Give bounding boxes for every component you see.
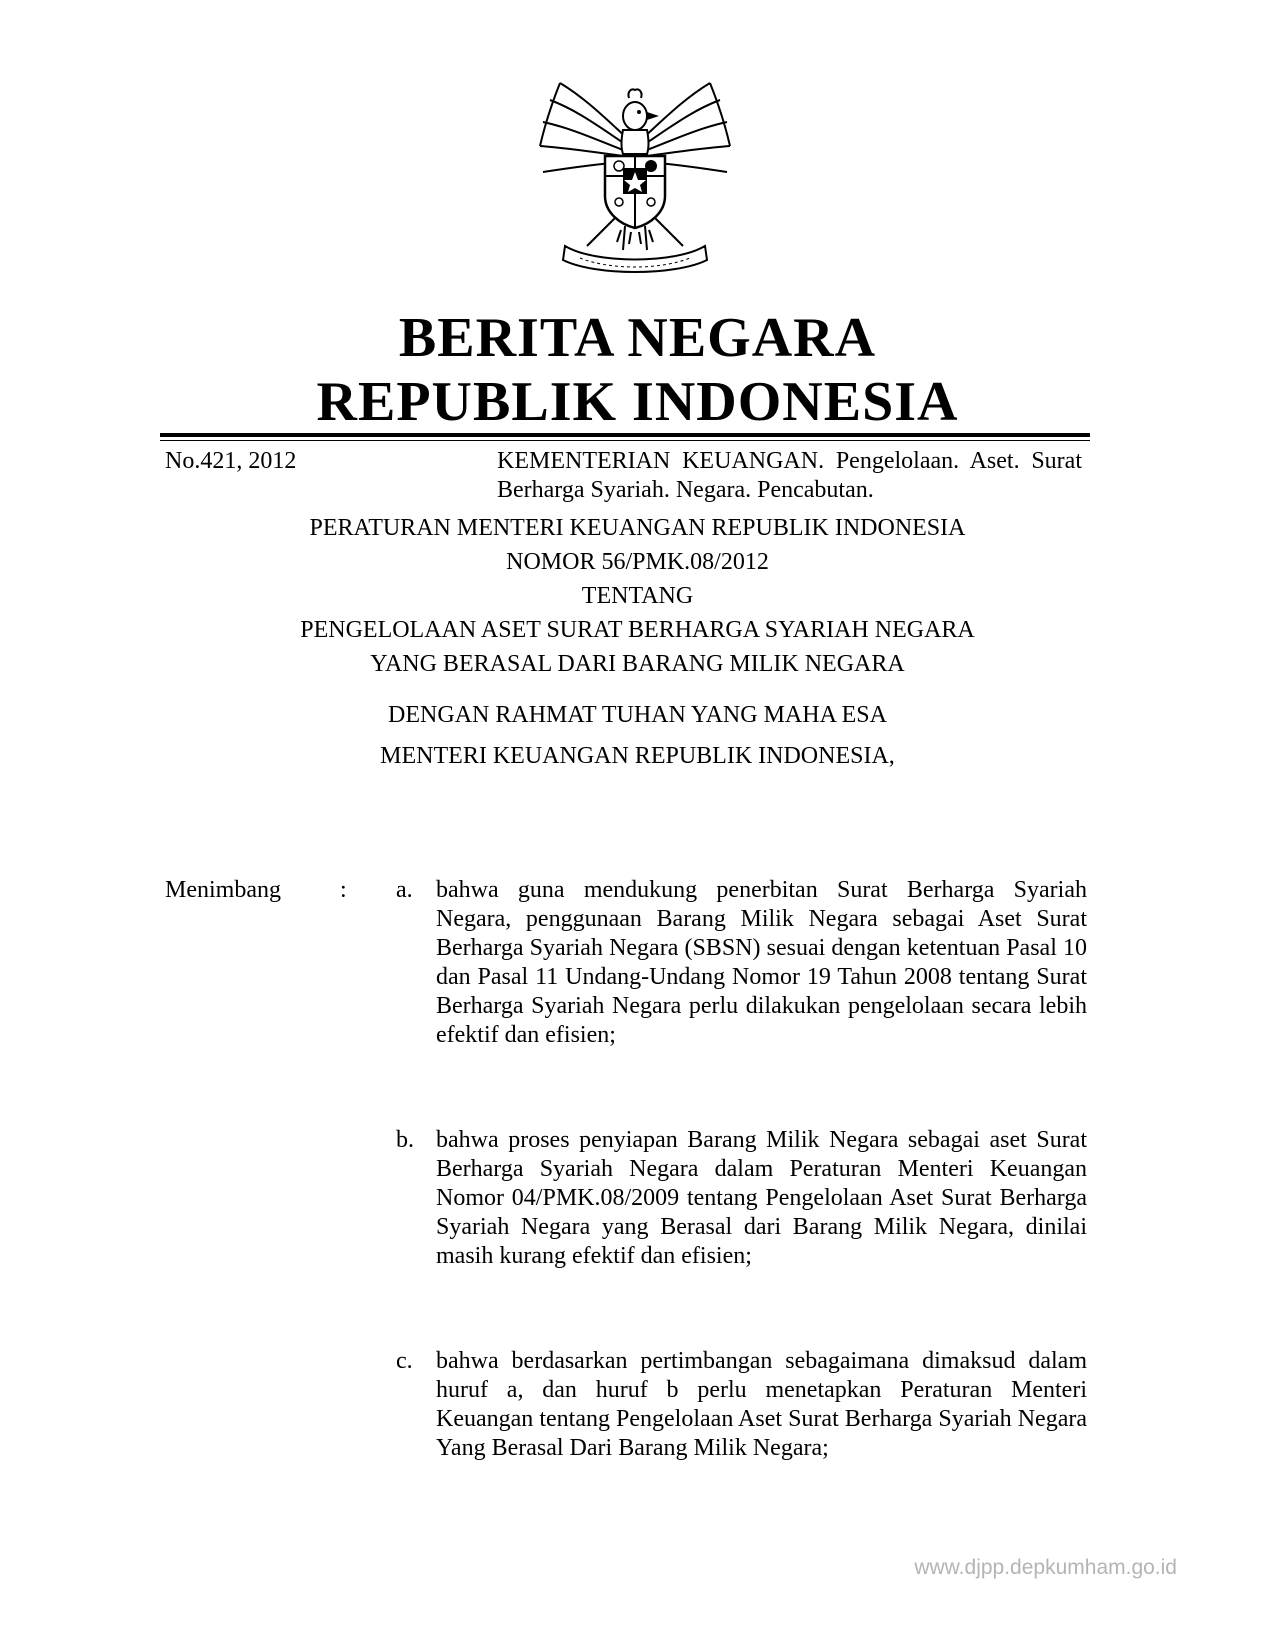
regulation-authority: MENTERI KEUANGAN REPUBLIK INDONESIA, xyxy=(380,743,895,769)
issue-subject: KEMENTERIAN KEUANGAN. Pengelolaan. Aset. Surat Berharga Syariah. Negara. Pencabutan. xyxy=(497,448,1082,503)
considerations-label: Menimbang xyxy=(165,877,281,903)
regulation-about-label: TENTANG xyxy=(581,583,694,609)
masthead-line-1: BERITA NEGARA xyxy=(398,307,877,369)
source-watermark-link[interactable]: www.djpp.depkumham.go.id xyxy=(914,1556,1177,1579)
regulation-invocation: DENGAN RAHMAT TUHAN YANG MAHA ESA xyxy=(388,702,887,728)
garuda-emblem xyxy=(535,78,735,278)
masthead-line-2: REPUBLIK INDONESIA xyxy=(316,371,959,433)
regulation-subject-line-2: YANG BERASAL DARI BARANG MILIK NEGARA xyxy=(370,651,905,677)
header-rule-thick xyxy=(160,433,1090,437)
header-rule-thin xyxy=(160,440,1090,441)
item-letter: b. xyxy=(396,1127,414,1153)
regulation-subject-line-1: PENGELOLAAN ASET SURAT BERHARGA SYARIAH NEGARA xyxy=(300,617,975,643)
item-letter: c. xyxy=(396,1348,413,1374)
issue-number: No.421, 2012 xyxy=(165,448,297,474)
regulation-title: PERATURAN MENTERI KEUANGAN REPUBLIK INDONESIA xyxy=(309,515,966,541)
item-letter: a. xyxy=(396,877,413,903)
considerations-colon: : xyxy=(340,877,347,903)
regulation-number: NOMOR 56/PMK.08/2012 xyxy=(506,549,769,575)
item-text: bahwa berdasarkan pertimbangan sebagaimana dimaksud dalam huruf a, dan huruf b perlu menetapkan Peraturan Menteri Keuangan tentang Pengelolaan Aset Surat Berharga Syariah Negara Yang Berasal Dari Barang Milik Negara; xyxy=(436,1348,1087,1461)
item-text: bahwa guna mendukung penerbitan Surat Berharga Syariah Negara, penggunaan Barang Milik Negara sebagai Aset Surat Berharga Syariah Negara (SBSN) sesuai dengan ketentuan Pasal 10 dan Pasal 11 Undang-Undang Nomor 19 Tahun 2008 tentang Surat Berharga Syariah Negara perlu dilakukan pengelolaan secara lebih efektif dan efisien; xyxy=(436,877,1087,1048)
item-text: bahwa proses penyiapan Barang Milik Negara sebagai aset Surat Berharga Syariah Negara dalam Peraturan Menteri Keuangan Nomor 04/PMK.08/2009 tentang Pengelolaan Aset Surat Berharga Syariah Negara yang Berasal dari Barang Milik Negara, dinilai masih kurang efektif dan efisien; xyxy=(436,1127,1087,1269)
